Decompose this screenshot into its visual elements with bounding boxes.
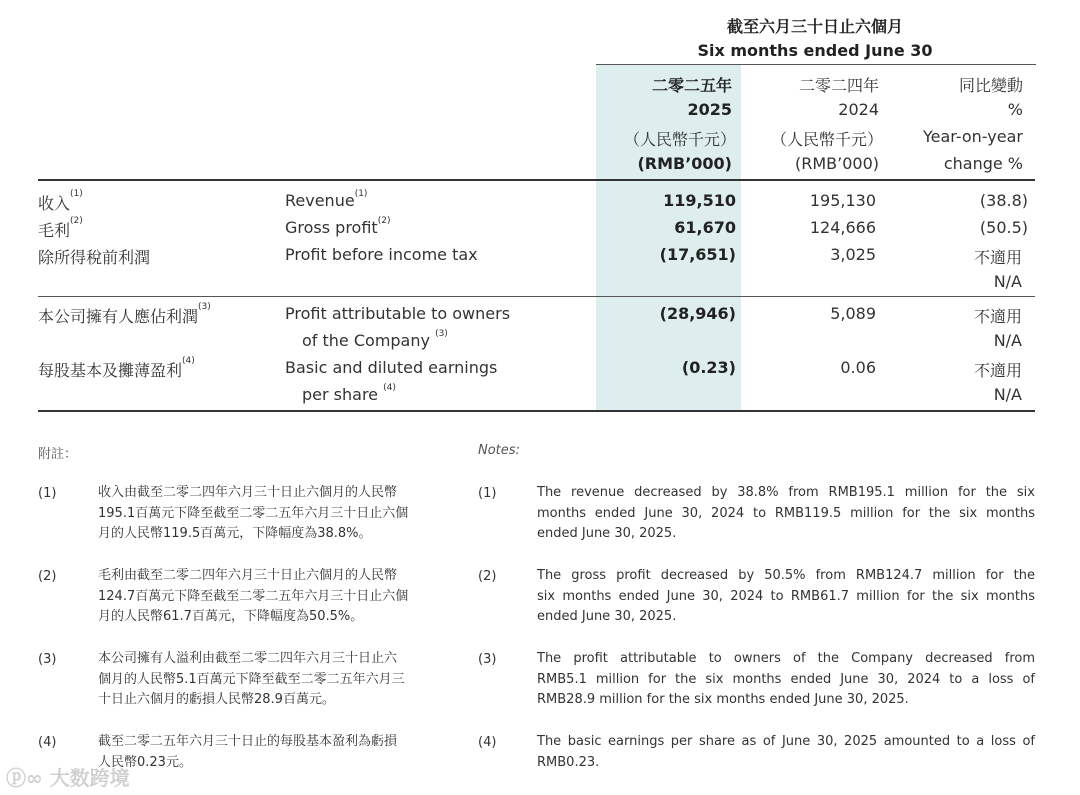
watermark: ⓟ∞ 大数跨境 [6, 766, 130, 790]
row-pbt-change-en: N/A [993, 272, 1022, 291]
row-gross-profit-change: (50.5) [979, 218, 1028, 237]
col-change-pct: % [1007, 100, 1023, 119]
note-4-en: The basic earnings per share as of June 30, 2025 amounted to a loss of RMB0.23. [537, 734, 1035, 770]
row-pbt-2024: 3,025 [830, 245, 876, 264]
period-title-en: Six months ended June 30 [697, 41, 933, 60]
note-3-num-zh: (3) [38, 652, 57, 667]
note-2-en: The gross profit decreased by 50.5% from RMB124.7 million for the six months ended June 30, 2024 to RMB61.7 million for the six months ended June 30, 2025. [537, 568, 1035, 625]
row-profit-owners-en: Profit attributable to owners [285, 304, 511, 323]
row-pbt-zh: 除所得稅前利潤 [38, 248, 151, 267]
row-gross-profit-2025: 61,670 [674, 218, 736, 237]
col-2024-zh: 二零二四年 [798, 76, 879, 95]
row-revenue-change: (38.8) [979, 191, 1028, 210]
note-2-num-zh: (2) [38, 569, 57, 584]
note-1-zh: 收入由截至二零二四年六月三十日止六個月的人民幣 195.1百萬元下降至截至二零二五年六月三十日止六個 月的人民幣119.5百萬元，下降幅度為38.8%。 [98, 485, 409, 542]
note-4-num-zh: (4) [38, 735, 57, 750]
row-profit-owners-change-en: N/A [993, 331, 1022, 350]
row-profit-owners-zh: 本公司擁有人應佔利潤$^{(3)}$ [38, 302, 211, 326]
watermark-logo-icon: ⓟ∞ [6, 766, 43, 790]
note-1-num-en: (1) [478, 486, 497, 501]
note-3-num-en: (3) [478, 652, 497, 667]
row-eps-en: Basic and diluted earnings [285, 358, 498, 377]
row-revenue-en: Revenue$^{(1)}$ [285, 189, 368, 210]
row-gross-profit-en: Gross profit$^{(2)}$ [285, 216, 391, 237]
period-title-zh: 截至六月三十日止六個月 [726, 17, 903, 36]
row-eps-en-2: per share $^{(4)}$ [302, 383, 396, 404]
col-2024-year: 2024 [838, 100, 879, 119]
row-gross-profit-2024: 124,666 [809, 218, 876, 237]
header-rule [596, 64, 1036, 65]
table-bottom-rule [38, 410, 1035, 412]
col-change-zh: 同比變動 [958, 76, 1023, 95]
note-1-num-zh: (1) [38, 486, 57, 501]
col-2025-unit-zh: （人民幣千元） [623, 130, 736, 149]
note-3-en: The profit attributable to owners of the Company decreased from RMB5.1 million for the six months ended June 30, 2024 to a loss of RMB28.9 million for the six months ended June 30, 2025. [537, 651, 1035, 708]
row-eps-2024: 0.06 [840, 358, 876, 377]
note-1-en: The revenue decreased by 38.8% from RMB195.1 million for the six months ended June 30, 2024 to RMB119.5 million for the six months ended June 30, 2025. [537, 485, 1035, 542]
col-change-en1: Year-on-year [922, 127, 1023, 146]
col-2024-unit-zh: （人民幣千元） [770, 130, 883, 149]
col-2025-year: 2025 [687, 100, 732, 119]
row-profit-owners-change-zh: 不適用 [973, 307, 1022, 326]
col-2024-unit-en: (RMB’000) [794, 154, 879, 173]
row-eps-change-zh: 不適用 [973, 361, 1022, 380]
row-pbt-change-zh: 不適用 [973, 248, 1022, 267]
note-4-num-en: (4) [478, 735, 497, 750]
notes-title-zh: 附註： [38, 447, 78, 462]
notes-title-en: Notes: [478, 443, 520, 458]
row-revenue-zh: 收入$^{(1)}$ [38, 189, 83, 213]
row-pbt-2025: (17,651) [659, 245, 736, 264]
table-top-rule [38, 179, 1035, 181]
row-revenue-2025: 119,510 [663, 191, 736, 210]
row-eps-zh: 每股基本及攤薄盈利$^{(4)}$ [38, 356, 195, 380]
note-4-zh: 截至二零二五年六月三十日止的每股基本盈利為虧損 人民幣0.23元。 [98, 734, 398, 770]
row-eps-change-en: N/A [993, 385, 1022, 404]
table-mid-rule [38, 296, 1035, 297]
col-2025-zh: 二零二五年 [651, 76, 732, 95]
row-revenue-2024: 195,130 [809, 191, 876, 210]
row-profit-owners-2024: 5,089 [830, 304, 876, 323]
note-2-zh: 毛利由截至二零二四年六月三十日止六個月的人民幣 124.7百萬元下降至截至二零二五年六月三十日止六個 月的人民幣61.7百萬元，下降幅度為50.5%。 [98, 568, 409, 625]
note-2-num-en: (2) [478, 569, 497, 584]
row-pbt-en: Profit before income tax [285, 245, 478, 264]
row-profit-owners-en-2: of the Company $^{(3)}$ [302, 329, 448, 350]
row-profit-owners-2025: (28,946) [659, 304, 736, 323]
note-3-zh: 本公司擁有人溢利由截至二零二四年六月三十日止六 個月的人民幣5.1百萬元下降至截至二零二五年六月三 十日止六個月的虧損人民幣28.9百萬元。 [98, 651, 405, 708]
col-change-en2: change % [943, 154, 1023, 173]
col-2025-unit-en: (RMB’000) [637, 154, 732, 173]
row-eps-2025: (0.23) [681, 358, 736, 377]
row-gross-profit-zh: 毛利$^{(2)}$ [38, 216, 83, 240]
